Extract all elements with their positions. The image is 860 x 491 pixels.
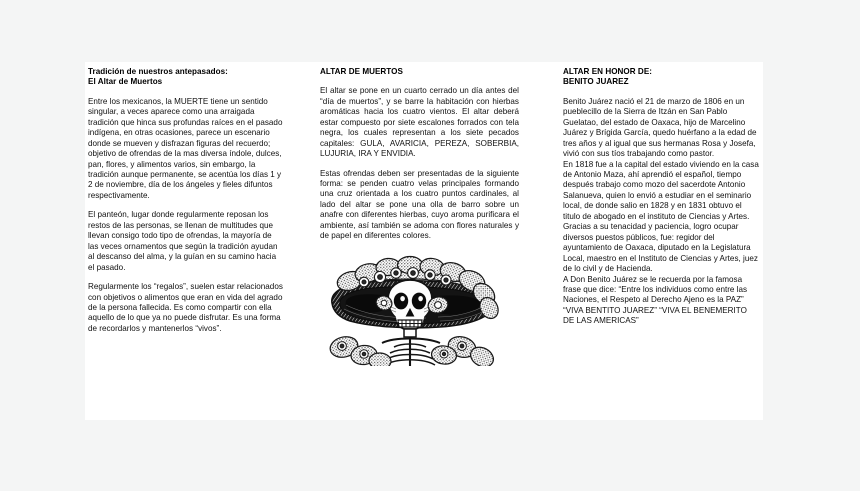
la-catrina-engraving-svg (320, 251, 510, 366)
column-1-paragraph-1: Entre los mexicanos, la MUERTE tiene un sentido singular, a veces aparece como una arraigada tradición que hinca sus profundas raíces en el pasado indígena, en otras ocasiones, parece un escenario donde se mueven y disfrazan figuras del recuerdo; objetivo de ofrendas de la mas diversa índole, dulces, pan, flores, y alimentos varios, sin embargo, la tradición aunque permanente, se acentúa los días 1 y 2 de noviembre, día de los ángeles y fieles difuntos respectivamente. (88, 96, 283, 200)
document-page (85, 62, 763, 420)
column-3-paragraph-1: Benito Juárez nació el 21 de marzo de 1806 en un pueblecillo de la Sierra de Itzán en San Pablo Guelatao, del estado de Oaxaca, hijo de Marcelino Juárez y Brígida García, quedo huérfano a la edad de tres años y al igual que sus hermanas Rosa y Josefa, vivió con sus tíos trabajando como pastor. (563, 96, 757, 159)
column-3-heading (563, 67, 763, 88)
column-3-heading-line-2: BENITO JUAREZ (563, 77, 629, 87)
column-1-paragraph-3: Regularmente los “regalos”, suelen estar relacionados con objetivos o alimentos que eran en vida del agrado de la persona fallecida. Es como compartir con ella aquello de lo que ya no puede disfrutar. Es una forma de recordarlos y mantenerlos “vivos”. (88, 282, 283, 333)
text-column-benito-juarez (525, 62, 763, 420)
column-3-paragraph-3: Gracias a su tenacidad y paciencia, logro ocupar diversos puestos públicos, fue: regidor del ayuntamiento de Oaxaca, diputado en la Legislatura Local, maestro en el Instituto de Ciencias y Artes, juez de lo civil y de Hacienda. (563, 222, 758, 274)
text-column-tradicion (85, 62, 290, 420)
column-1-paragraph-2: El panteón, lugar donde regularmente reposan los restos de las personas, se llenan de multitudes que llevan consigo todo tipo de ofrendas, la mayoría de las veces ornamentos que según la tradición ayudan al descanso del alma, y la guían en su camino hacia el pasado. (88, 210, 278, 272)
column-2-heading: ALTAR DE MUERTOS (320, 67, 403, 76)
la-catrina-image (320, 251, 510, 366)
column-3-paragraph-4: A Don Benito Juárez se le recuerda por la famosa frase que dice: “Entre los individuos como entre las Naciones, el Respeto al Derecho Ajeno es la PAZ” “VIVA BENTITO JUAREZ” “VIVA EL BENEMERITO DE LAS AMERICAS” (563, 274, 748, 326)
column-3-paragraph-2: En 1818 fue a la capital del estado viviendo en la casa de Antonio Maza, ahí aprendió el español, tiempo después trabajo como mozo del sacerdote Antonio Salanueva, quien lo envió a estudiar en el seminario local, de donde salio en 1828 y en 1831 obtuvo el titulo de abogado en el instituto de Ciencias y Artes. (563, 159, 759, 221)
three-column-layout (85, 62, 763, 420)
column-1-heading-line-2: El Altar de Muertos (88, 77, 163, 87)
column-2-paragraph-2: Estas ofrendas deben ser presentadas de la siguiente forma: se penden cuatro velas principales formando una cruz orientada a los cuatro puntos cardinales, al lado del altar se pone una olla de barro sobre un anafre con diferentes hierbas, cuyo aroma purificara el ambiente, así también se adoma con flores naturales y de papel en diferentes colores. (320, 168, 519, 241)
column-2-paragraph-1: El altar se pone en un cuarto cerrado un día antes del “día de muertos”, y se barre la habitación con hierbas aromáticas hacia los cuatro vientos. El altar deberá estar compuesto por siete escalones forrados con tela negra, los cuales representan a los siete pecados capitales: GULA, AVARICIA, PEREZA, SOBERBIA, LUJURIA, IRA Y ENVIDIA. (320, 86, 519, 159)
column-1-heading (88, 67, 290, 88)
text-column-altar-de-muertos (290, 62, 525, 420)
column-3-heading-line-1: ALTAR EN HONOR DE: (563, 67, 652, 76)
column-1-heading-line-1: Tradición de nuestros antepasados: (88, 67, 228, 76)
